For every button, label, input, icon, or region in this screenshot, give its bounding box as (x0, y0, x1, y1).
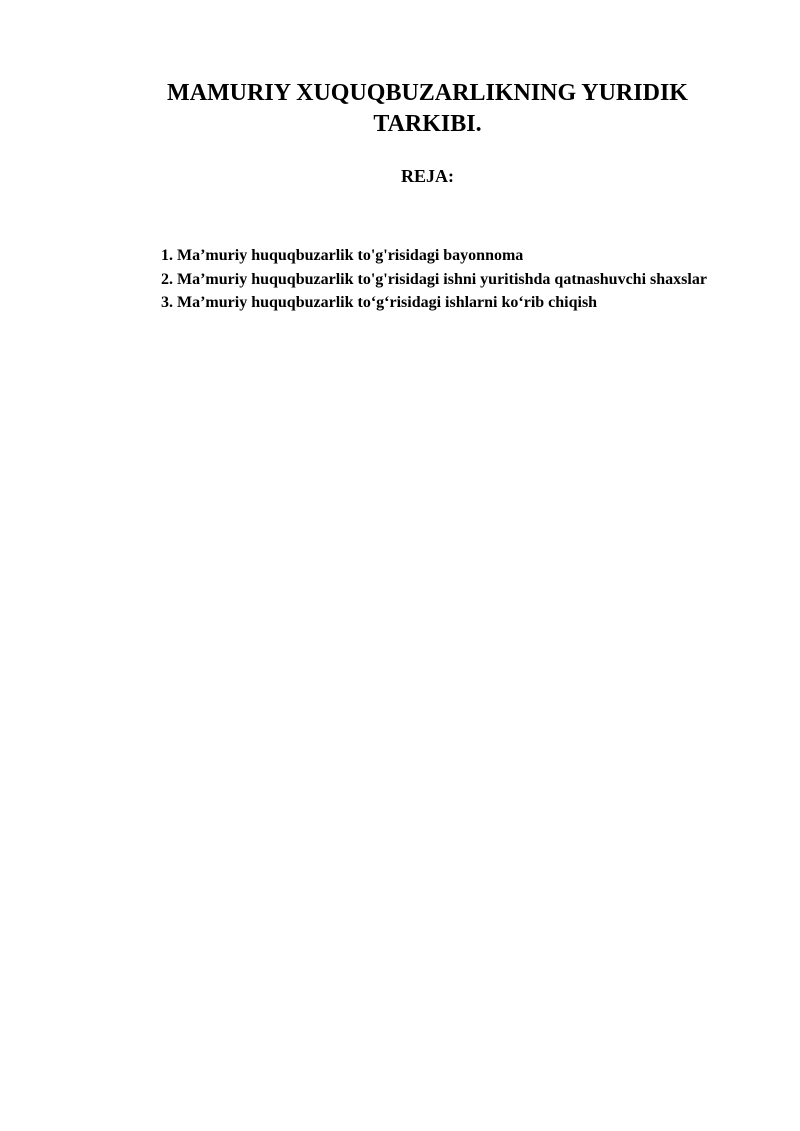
plan-item: 1. Ma’muriy huquqbuzarlik to'g'risidagi bayonnoma (161, 247, 524, 264)
plan-item: 3. Ma’muriy huquqbuzarlik to‘g‘risidagi ishlarni ko‘rib chiqish (161, 294, 598, 311)
plan-list (115, 244, 742, 315)
plan-heading: REJA: (401, 166, 454, 186)
plan-item: 2. Ma’muriy huquqbuzarlik to'g'risidagi ishni yuritishda qatnashuvchi shaxslar (161, 270, 707, 288)
page-title: MAMURIY XUQUQBUZARLIKNING YURIDIK TARKIBI. (167, 80, 688, 137)
